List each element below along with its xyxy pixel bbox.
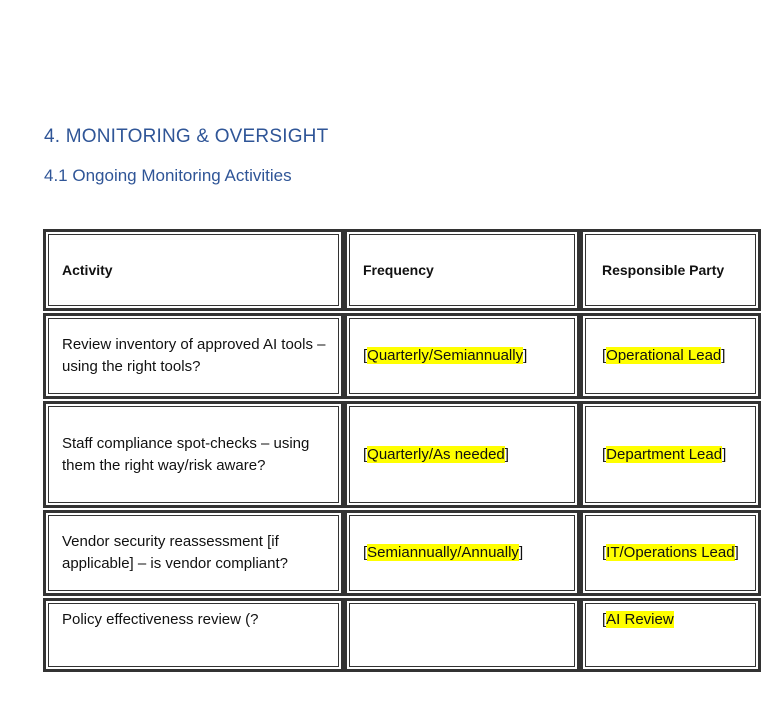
activity-cell: Staff compliance spot-checks – using them the right way/risk aware? [43, 401, 344, 508]
header-activity: Activity [43, 229, 344, 311]
header-frequency: Frequency [344, 229, 580, 311]
section-heading: 4. MONITORING & OVERSIGHT [44, 126, 329, 147]
activity-cell: Review inventory of approved AI tools – using the right tools? [43, 313, 344, 399]
party-cell: [Operational Lead] [580, 313, 761, 399]
monitoring-activities-table [43, 229, 761, 672]
party-placeholder: IT/Operations Lead [606, 544, 735, 561]
section-subheading: 4.1 Ongoing Monitoring Activities [44, 166, 292, 185]
frequency-placeholder: Quarterly/As needed [367, 445, 505, 463]
frequency-placeholder: Quarterly/Semiannually [367, 347, 524, 364]
party-placeholder: AI Review [606, 611, 674, 628]
monitoring-table-container [43, 229, 739, 628]
frequency-cell [344, 598, 580, 672]
table-row [43, 313, 761, 399]
activity-cell: Vendor security reassessment [if applicable] – is vendor compliant? [43, 510, 344, 596]
table-row [43, 510, 761, 596]
table-row [43, 401, 761, 508]
party-cell: [AI Review [580, 598, 761, 672]
party-placeholder: Operational Lead [606, 347, 722, 364]
table-header-row [43, 229, 761, 311]
frequency-cell: [Semiannually/Annually] [344, 510, 580, 596]
frequency-cell: [Quarterly/As needed] [344, 401, 580, 508]
party-cell: [Department Lead] [580, 401, 761, 508]
party-cell: [IT/Operations Lead] [580, 510, 761, 596]
header-responsible-party: Responsible Party [580, 229, 761, 311]
frequency-cell: [Quarterly/Semiannually] [344, 313, 580, 399]
table-row [43, 598, 761, 672]
frequency-placeholder: Semiannually/Annually [367, 544, 519, 561]
activity-cell: Policy effectiveness review (? [43, 598, 344, 672]
party-placeholder: Department Lead [606, 445, 723, 463]
